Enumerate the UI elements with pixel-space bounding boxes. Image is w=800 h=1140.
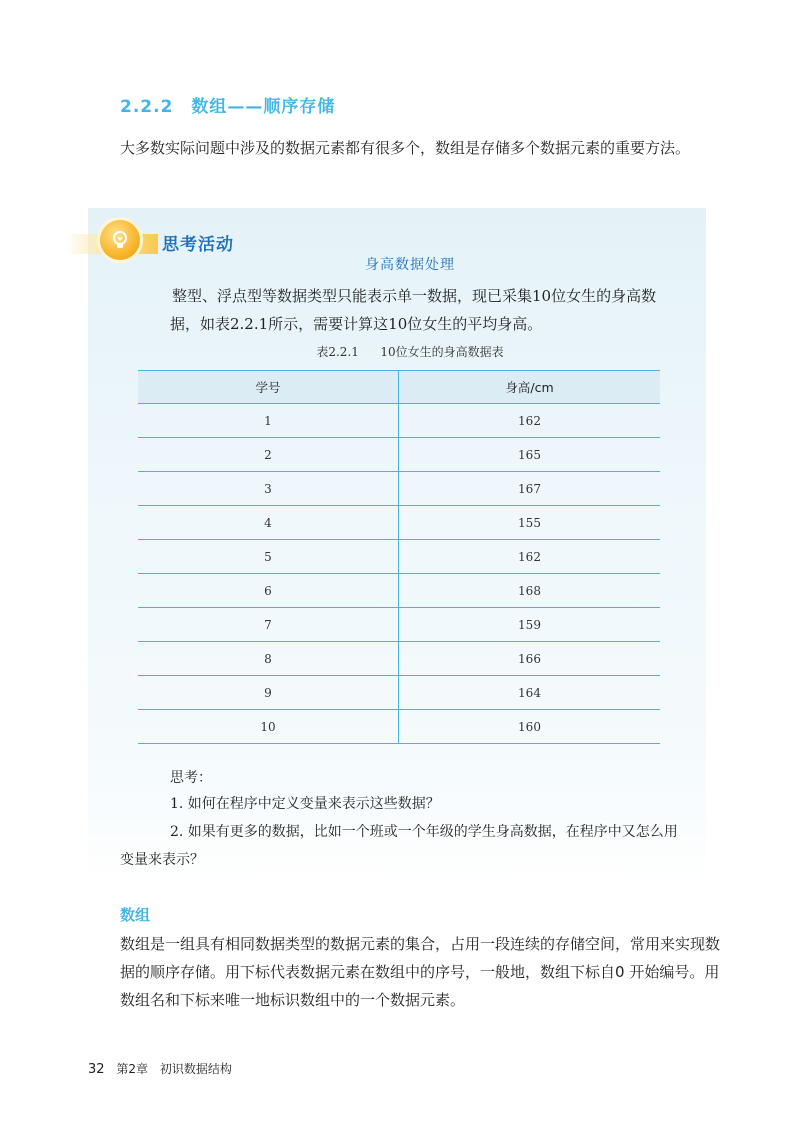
- column-header-student-id: 学号: [138, 371, 399, 404]
- table-row: [138, 710, 660, 744]
- student-id-cell: 9: [138, 676, 399, 710]
- height-cell: 159: [399, 608, 661, 642]
- table-row: [138, 608, 660, 642]
- array-definition-paragraph: 数组是一组具有相同数据类型的数据元素的集合，占用一段连续的存储空间，常用来实现数据的顺序存储。用下标代表数据元素在数组中的序号，一般地，数组下标自0 开始编号。用数组名和下标来唯一地标识数组中的一个数据元素。: [120, 935, 721, 1009]
- student-id-cell: 10: [138, 710, 399, 744]
- height-cell: 162: [399, 404, 661, 438]
- student-id-cell: 1: [138, 404, 399, 438]
- height-cell: 166: [399, 642, 661, 676]
- page-footer: [88, 1060, 232, 1077]
- activity-title-text: 身高数据处理: [365, 257, 455, 273]
- table-row: [138, 438, 660, 472]
- array-subheading: 数组: [120, 906, 151, 924]
- table-row: [138, 404, 660, 438]
- table-row: [138, 642, 660, 676]
- section-heading: [120, 92, 335, 117]
- section-number: 2.2.2: [120, 97, 174, 117]
- student-id-cell: 5: [138, 540, 399, 574]
- table-caption-number: 表2.2.1: [316, 345, 359, 359]
- chapter-title: 初识数据结构: [159, 1062, 232, 1076]
- page-number: 32: [88, 1062, 105, 1077]
- height-cell: 168: [399, 574, 661, 608]
- table-caption-text: 10位女生的身高数据表: [380, 345, 504, 359]
- intro-paragraph: 大多数实际问题中涉及的数据元素都有很多个，数组是存储多个数据元素的重要方法。: [120, 139, 691, 157]
- activity-title: [0, 254, 800, 274]
- student-id-cell: 2: [138, 438, 399, 472]
- height-cell: 160: [399, 710, 661, 744]
- student-id-cell: 6: [138, 574, 399, 608]
- table-caption: [0, 343, 800, 360]
- think-activity-label: 思考活动: [162, 235, 234, 255]
- chapter-label: 第2章: [116, 1062, 149, 1076]
- questions-label: 思考：: [170, 770, 212, 786]
- student-id-cell: 4: [138, 506, 399, 540]
- table-row: [138, 506, 660, 540]
- student-id-cell: 3: [138, 472, 399, 506]
- table-row: [138, 574, 660, 608]
- table-row: [138, 540, 660, 574]
- activity-text: 整型、浮点型等数据类型只能表示单一数据，现已采集10位女生的身高数据，如表2.2.1所示，需要计算这10位女生的平均身高。: [170, 287, 657, 333]
- height-cell: 164: [399, 676, 661, 710]
- question-2: 2. 如果有更多的数据，比如一个班或一个年级的学生身高数据，在程序中又怎么用变量来表示？: [120, 824, 678, 868]
- height-cell: 162: [399, 540, 661, 574]
- height-cell: 167: [399, 472, 661, 506]
- student-id-cell: 8: [138, 642, 399, 676]
- table-row: [138, 472, 660, 506]
- question-1: 1. 如何在程序中定义变量来表示这些数据？: [170, 796, 440, 812]
- column-header-height: 身高/cm: [399, 371, 661, 404]
- table-header-row: [138, 371, 660, 404]
- height-data-table: [138, 370, 660, 744]
- section-title: 数组——顺序存储: [191, 97, 336, 117]
- table-row: [138, 676, 660, 710]
- height-cell: 165: [399, 438, 661, 472]
- height-cell: 155: [399, 506, 661, 540]
- student-id-cell: 7: [138, 608, 399, 642]
